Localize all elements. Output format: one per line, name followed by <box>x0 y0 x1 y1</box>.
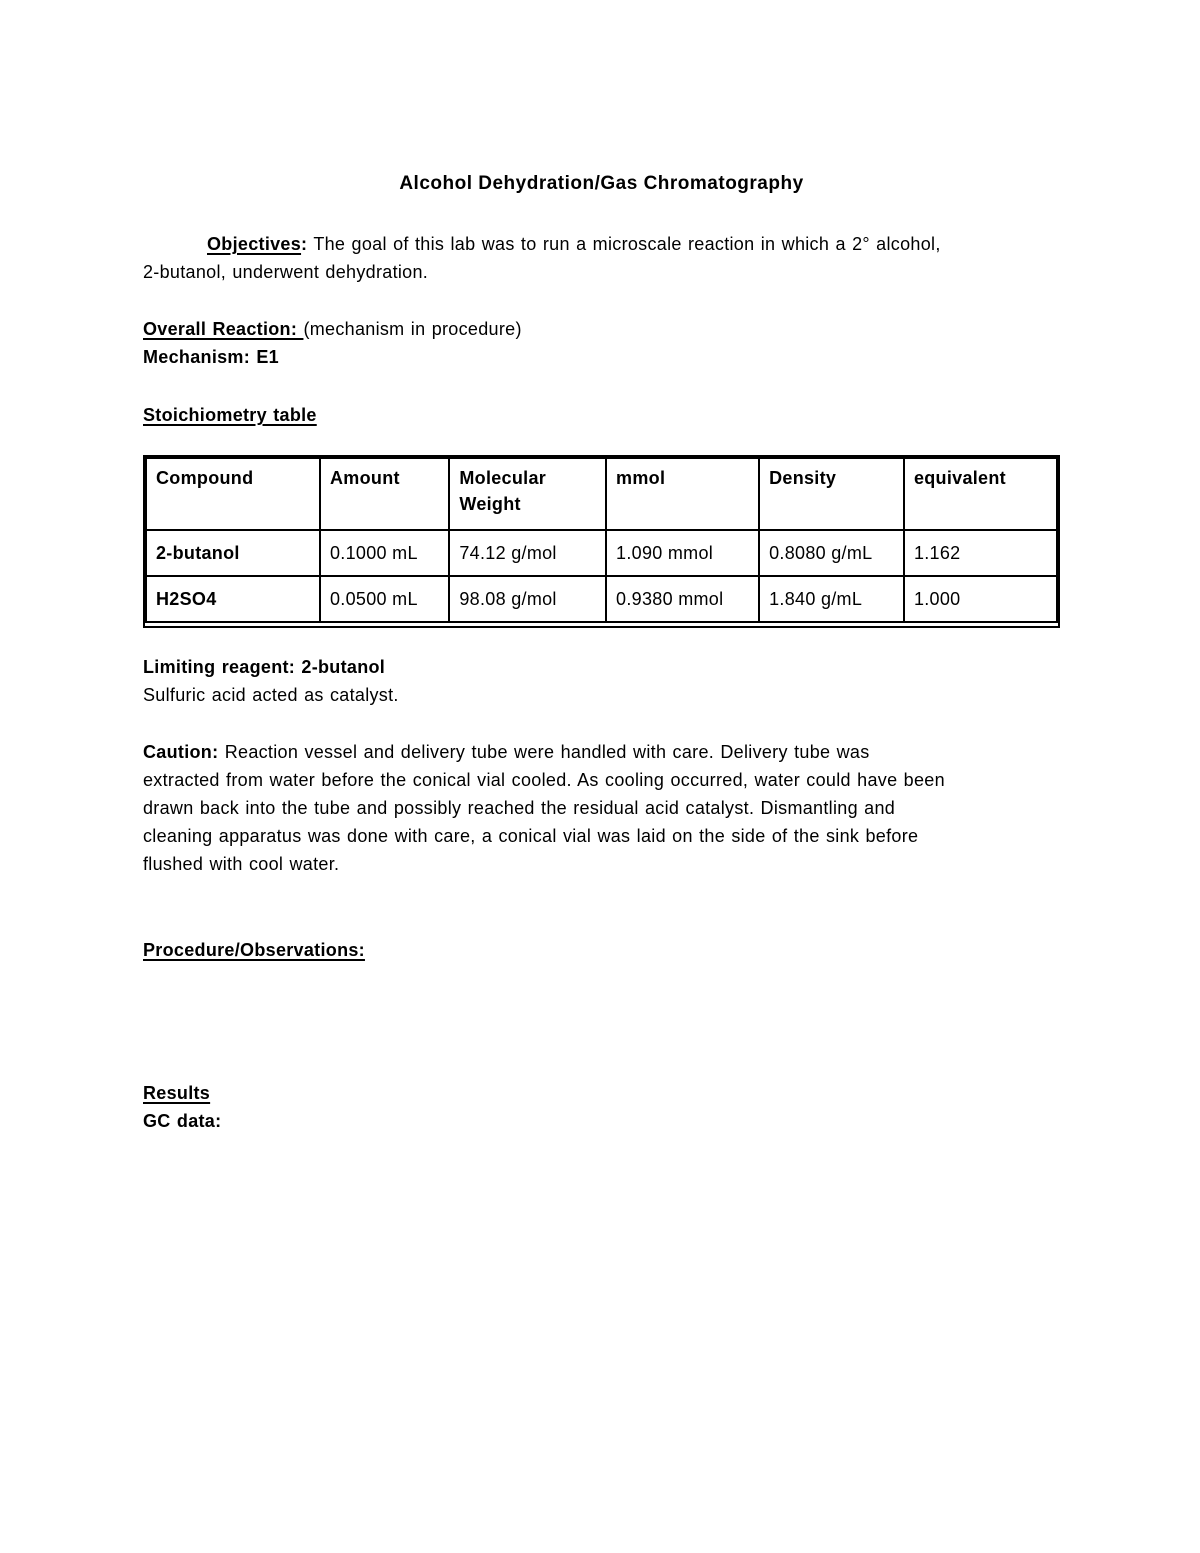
overall-reaction-label: Overall Reaction: <box>143 319 304 339</box>
caution-text-1: Reaction vessel and delivery tube were handled with care. Delivery tube was <box>224 742 870 762</box>
caution-line4: cleaning apparatus was done with care, a conical vial was laid on the side of the sink before <box>143 826 919 846</box>
results-section <box>143 1079 1060 1135</box>
table-header-amount: Amount <box>320 458 449 530</box>
objectives-colon: : <box>301 234 308 254</box>
limiting-reagent-line: Limiting reagent: 2-butanol <box>143 657 386 677</box>
cell-equivalent: 1.000 <box>904 576 1057 622</box>
cell-density: 1.840 g/mL <box>759 576 904 622</box>
mechanism-line: Mechanism: E1 <box>143 347 279 367</box>
caution-line3: drawn back into the tube and possibly reached the residual acid catalyst. Dismantling and <box>143 798 896 818</box>
procedure-observations-heading: Procedure/Observations: <box>143 940 365 960</box>
caution-line1 <box>143 738 1060 766</box>
table-header-row <box>146 458 1057 530</box>
document-title: Alcohol Dehydration/Gas Chromatography <box>399 173 804 194</box>
cell-amount: 0.0500 mL <box>320 576 449 622</box>
table-header-compound: Compound <box>146 458 320 530</box>
table-row-h2so4 <box>146 576 1057 622</box>
stoichiometry-heading: Stoichiometry table <box>143 405 317 425</box>
table-header-equivalent: equivalent <box>904 458 1057 530</box>
stoichiometry-table-frame <box>143 455 1060 628</box>
stoichiometry-table <box>145 457 1058 623</box>
objectives-paragraph <box>143 230 1060 286</box>
caution-label: Caution: <box>143 742 219 762</box>
table-header-molecular-weight: Molecular Weight <box>449 458 606 530</box>
cell-equivalent: 1.162 <box>904 530 1057 576</box>
objectives-text: The goal of this lab was to run a microscale reaction in which a 2° alcohol, <box>313 234 941 254</box>
cell-mmol: 1.090 mmol <box>606 530 759 576</box>
cell-compound: 2-butanol <box>146 530 320 576</box>
overall-reaction-line <box>143 315 1060 343</box>
objectives-line2: 2-butanol, underwent dehydration. <box>143 262 429 282</box>
objectives-line1 <box>143 230 1060 258</box>
cell-molecular-weight: 98.08 g/mol <box>449 576 606 622</box>
table-header-density: Density <box>759 458 904 530</box>
cell-density: 0.8080 g/mL <box>759 530 904 576</box>
results-heading: Results <box>143 1083 211 1103</box>
cell-molecular-weight: 74.12 g/mol <box>449 530 606 576</box>
table-header-mmol: mmol <box>606 458 759 530</box>
limiting-reagent-paragraph <box>143 653 1060 709</box>
overall-reaction-note: (mechanism in procedure) <box>303 319 522 339</box>
catalyst-line: Sulfuric acid acted as catalyst. <box>143 685 399 705</box>
objectives-label: Objectives <box>207 234 302 254</box>
cell-compound: H2SO4 <box>146 576 320 622</box>
cell-mmol: 0.9380 mmol <box>606 576 759 622</box>
table-row-2-butanol <box>146 530 1057 576</box>
caution-paragraph <box>143 738 1060 878</box>
caution-line2: extracted from water before the conical vial cooled. As cooling occurred, water could have been <box>143 770 945 790</box>
cell-amount: 0.1000 mL <box>320 530 449 576</box>
caution-line5: flushed with cool water. <box>143 854 340 874</box>
gc-data-label: GC data: <box>143 1111 222 1131</box>
